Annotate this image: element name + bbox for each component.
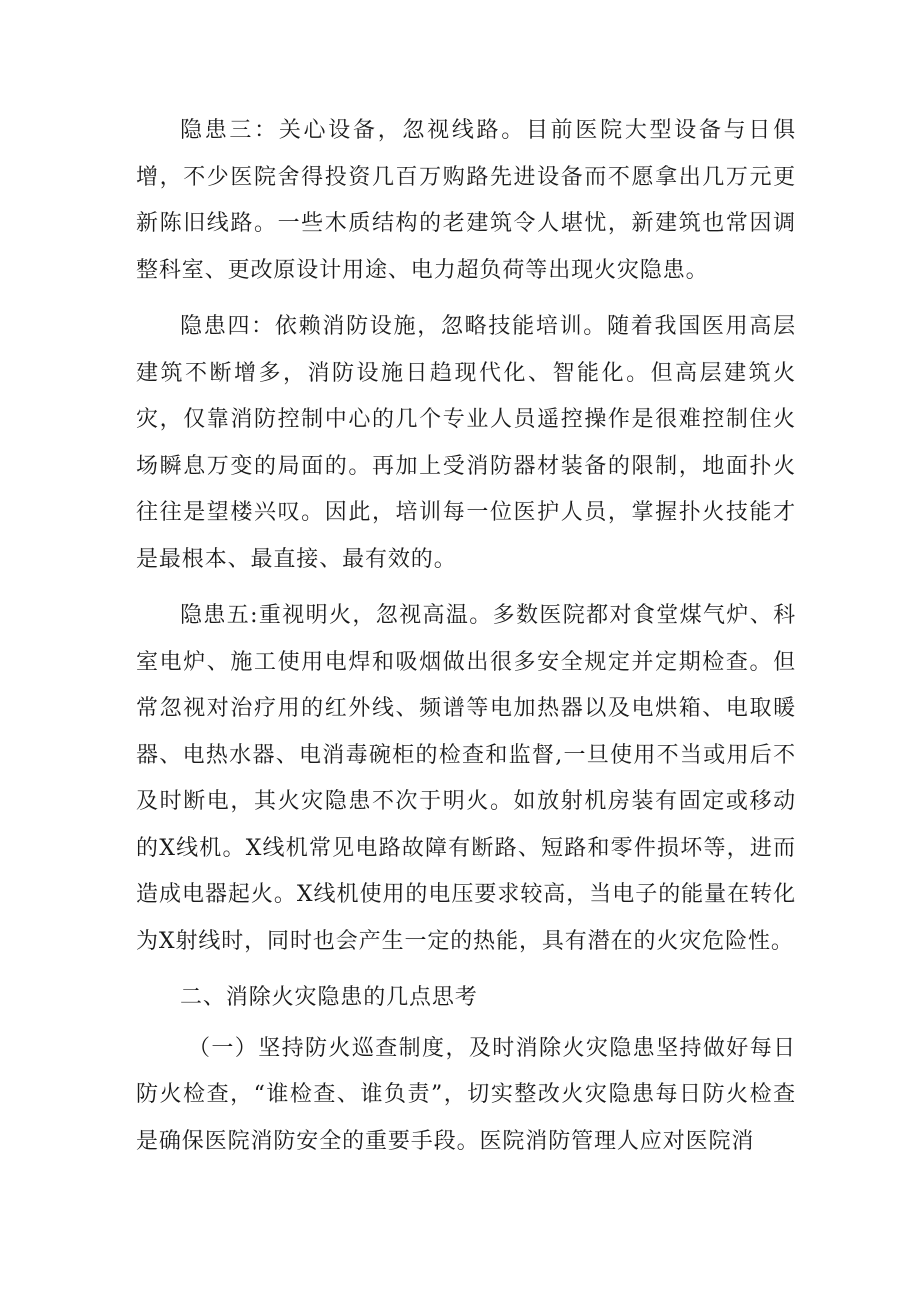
- paragraph-subsection-one: （一）坚持防火巡查制度，及时消除火灾隐患坚持做好每日防火检查，“谁检查、谁负责”，切实整改火灾隐患每日防火检查是确保医院消防安全的重要手段。医院消防管理人应对医院消: [136, 1035, 796, 1154]
- paragraph-hazard-five: 隐患五:重视明火，忽视高温。多数医院都对食堂煤气炉、科室电炉、施工使用电焊和吸烟做出很多安全规定并定期检查。但常忽视对治疗用的红外线、频谱等电加热器以及电烘箱、电取暖器、电热水器、电消毒碗柜的检查和监督,一旦使用不当或用后不及时断电，其火灾隐患不次于明火。如放射机房装有固定或移动的X线机。X线机常见电路故障有断路、短路和零件损坏等，进而造成电器起火。X线机使用的电压要求较高，当电子的能量在转化为X射线时，同时也会产生一定的热能，具有潜在的火灾危险性。: [136, 603, 796, 954]
- paragraph-gap: [136, 583, 796, 593]
- section-heading: 二、消除火灾隐患的几点思考: [180, 985, 478, 1010]
- paragraph-hazard-four: 隐患四：依赖消防设施，忽略技能培训。随着我国医用高层建筑不断增多，消防设施日趋现代化、智能化。但高层建筑火灾，仅靠消防控制中心的几个专业人员遥控操作是很难控制住火场瞬息万变的局面的。再加上受消防器材装备的限制，地面扑火往往是望楼兴叹。因此，培训每一位医护人员，掌握扑火技能才是最根本、最直接、最有效的。: [136, 314, 796, 572]
- document-body: [136, 108, 796, 1165]
- paragraph-hazard-three: 隐患三：关心设备，忽视线路。目前医院大型设备与日俱增，不少医院舍得投资几百万购路先进设备而不愿拿出几万元更新陈旧线路。一些木质结构的老建筑令人堪忧，新建筑也常因调整科室、更改原设计用途、电力超负荷等出现火灾隐患。: [136, 118, 796, 283]
- paragraph-gap: [136, 294, 796, 304]
